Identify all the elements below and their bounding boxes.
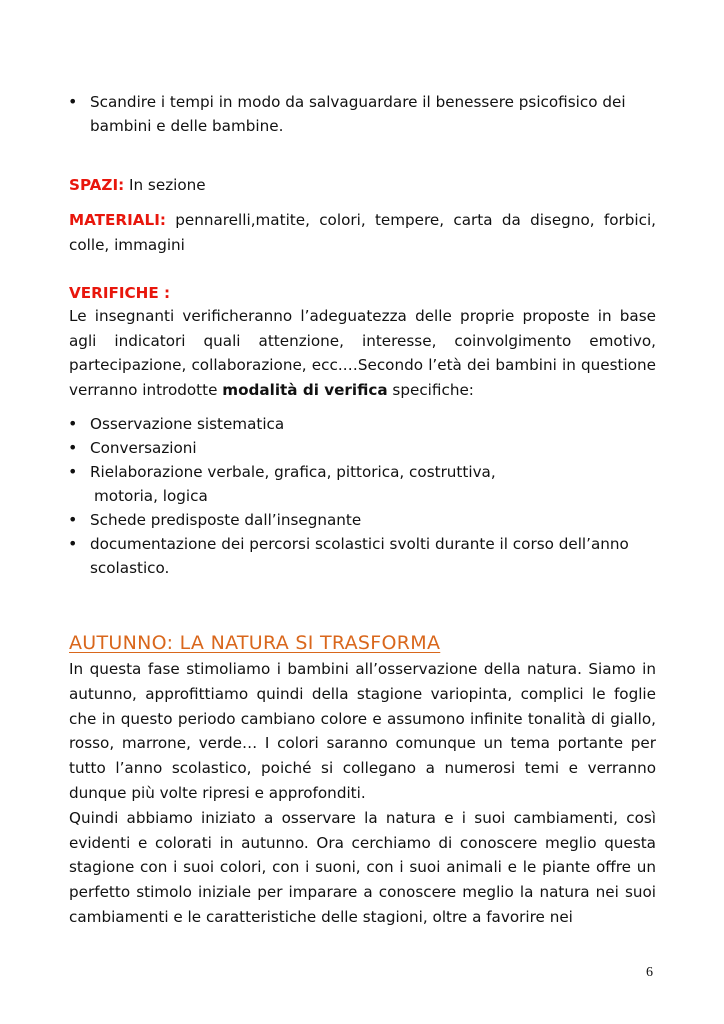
list-item [66,412,666,436]
spazi-line [69,174,206,196]
autunno-paragraph-1: In questa fase stimoliamo i bambini all’osservazione della natura. Siamo in autunno, approfittiamo quindi della stagione variopinta, complici le foglie che in questo periodo cambiano colore e assumono infinite tonalità di giallo, rosso, marrone, verde… I colori saranno comunque un tema portante per tutto l’anno scolastico, poiché si collegano a numerosi temi e verranno dunque più volte ripresi e approfonditi. [69,660,656,802]
verifiche-label: VERIFICHE : [69,284,171,302]
section-title: AUTUNNO: LA NATURA SI TRASFORMA [69,632,441,654]
list-item [66,532,666,580]
spazi-label: SPAZI: [69,176,125,194]
materiali-text: pennarelli,matite, colori, tempere, carta da disegno, forbici, colle, immagini [69,211,657,254]
verifiche-text-before: Le insegnanti verificheranno l’adeguatezza delle proprie proposte in base agli indicatori quali attenzione, interesse, coinvolgimento emotivo, partecipazione, collaborazione, ecc.…Secondo l’età dei bambini in questione verranno introdotte [69,307,656,399]
list-item [66,508,666,532]
list-item-continuation: motoria, logica [94,487,208,505]
autunno-body [69,657,656,930]
list-item [66,460,666,508]
list-item-text: Scandire i tempi in modo da salvaguardare il benessere psicofisico dei bambini e delle bambine. [90,93,626,135]
spazi-text: In sezione [129,176,206,194]
list-item [66,436,666,460]
verifiche-heading [69,282,170,304]
verifiche-paragraph [69,304,656,402]
bullet-list-top [66,90,666,138]
materiali-label: MATERIALI: [69,211,166,229]
list-item-text: documentazione dei percorsi scolastici svolti durante il corso dell’anno scolastico. [90,535,629,577]
list-item-text: Schede predisposte dall’insegnante [90,511,362,529]
list-item-text: Rielaborazione verbale, grafica, pittorica, costruttiva, [90,463,496,481]
list-item [66,90,666,138]
list-item-text: Osservazione sistematica [90,415,285,433]
verifiche-bold-text: modalità di verifica [222,380,388,399]
bullet-list-verifica [66,412,666,580]
list-item-text: Conversazioni [90,439,197,457]
verifiche-text-after: specifiche: [387,380,474,399]
autunno-paragraph-2: Quindi abbiamo iniziato a osservare la natura e i suoi cambiamenti, così evidenti e colorati in autunno. Ora cerchiamo di conoscere meglio questa stagione con i suoi colori, con i suoni, con i suoi animali e le piante offre un perfetto stimolo iniziale per imparare a conoscere meglio la natura nei suoi cambiamenti e le caratteristiche delle stagioni, oltre a favorire nei [69,808,656,926]
page-number: 6 [646,965,653,980]
materiali-paragraph [69,208,656,258]
